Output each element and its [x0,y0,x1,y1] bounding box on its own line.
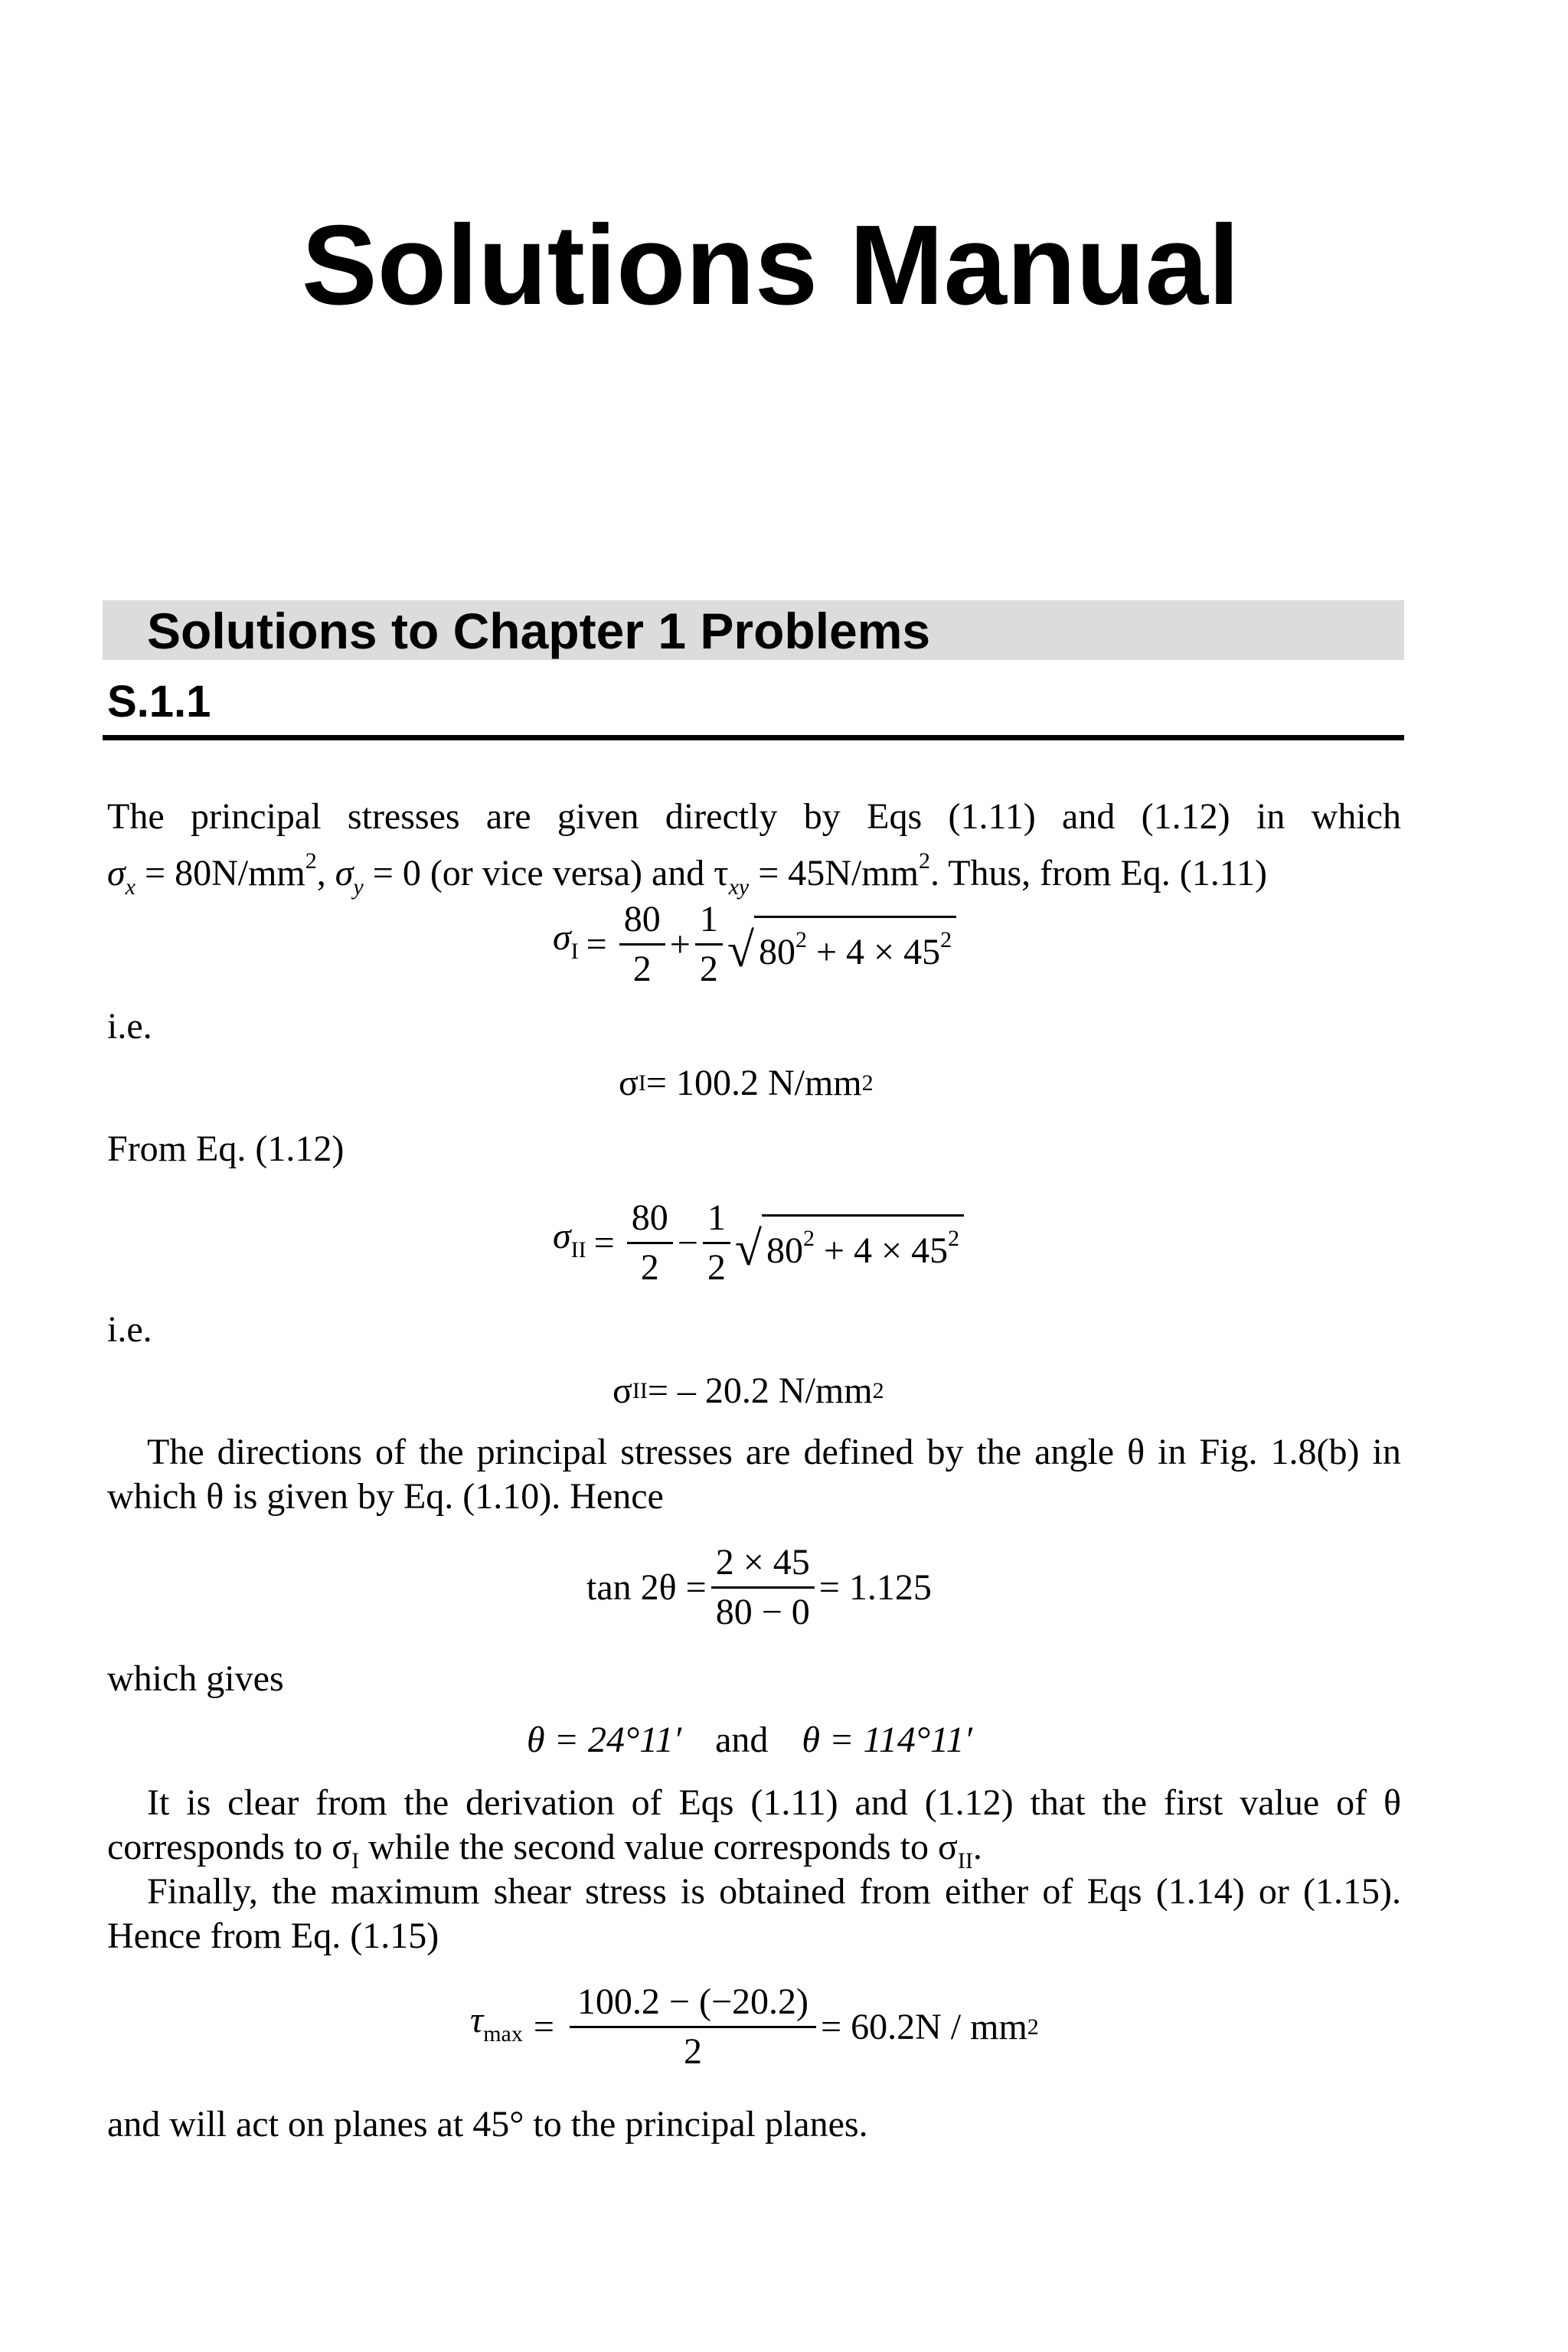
sigma-symbol: σ [612,1370,632,1411]
word: by [926,1432,964,1472]
word: is [680,1871,705,1912]
word: Eqs [1086,1871,1142,1912]
sigma-symbol: σ [335,853,354,893]
word: which [1311,796,1401,837]
superscript: 2 [872,1378,884,1403]
ie-label: i.e. [107,1309,152,1350]
section-rule [103,735,1404,740]
subscript: II [570,1236,586,1263]
word: clear [227,1782,299,1823]
superscript: 2 [940,927,952,952]
word: (1.11) [948,796,1036,837]
superscript: 2 [802,1226,815,1251]
word: (1.12) [1141,796,1230,837]
word: are [485,796,531,837]
subscript: x [125,874,136,900]
radicand [754,916,956,973]
denominator: 2 [683,2031,702,2072]
text-run: . [972,1827,982,1867]
word: in [1372,1432,1401,1472]
equation-theta [527,1718,972,1762]
word: in [1256,796,1285,837]
radical-sign: √ [727,923,754,977]
paragraph-line: which θ is given by Eq. (1.10). Hence [107,1476,664,1517]
paragraph-line: Hence from Eq. (1.15) [107,1916,439,1956]
word: Eqs [867,796,923,837]
text-run: θ = 114°11′ [802,1720,972,1760]
fraction [619,896,665,993]
paragraph-line [107,839,1401,900]
word: (1.11) [750,1782,838,1823]
word: and [1062,796,1116,837]
numerator: 1 [695,896,723,946]
radical-sign: √ [734,1221,762,1276]
denominator: 2 [707,1247,726,1288]
radicand [762,1214,964,1272]
fraction [711,1539,815,1636]
fraction [695,896,723,993]
paragraph-intro [107,795,1401,900]
sigma-symbol: σ [619,1063,639,1103]
numerator: 100.2 − (−20.2) [570,1978,816,2028]
word: first [1164,1782,1223,1823]
word: is [186,1782,211,1823]
word: principal [190,796,322,837]
word: the [403,1782,449,1823]
superscript: 2 [918,848,930,874]
word: (1.15). [1302,1871,1401,1912]
equation-sigma-2 [553,1194,964,1292]
word: Eqs [678,1782,734,1823]
text-run: = 100.2 N/mm [645,1063,862,1103]
word: from [859,1871,931,1912]
text-run: while the second value corresponds to σ [359,1827,958,1867]
word: (1.14) [1155,1871,1245,1912]
equation-sigma-1 [553,896,956,993]
justified-line [107,1430,1401,1475]
word: principal [476,1432,608,1472]
denominator: 2 [699,949,718,989]
word: either [945,1871,1029,1912]
which-gives-label: which gives [107,1658,284,1699]
minus-sign: − [677,1222,698,1263]
word: stresses [620,1432,733,1472]
word: θ [1383,1782,1401,1823]
word: angle [1034,1432,1115,1472]
word: from [315,1782,387,1823]
text-run: tan 2θ = [586,1566,707,1608]
word: The [147,1432,204,1472]
result-sigma-1 [619,1061,874,1106]
numerator: 2 × 45 [711,1539,815,1589]
word: or [1258,1871,1289,1912]
superscript: 2 [948,1226,960,1251]
text-run: = 0 (or vice versa) and τ [372,853,729,893]
word: Finally, [147,1871,258,1912]
text-run: corresponds to σ [107,1827,352,1867]
text-run: , [316,853,335,893]
denominator: 2 [640,1247,659,1288]
word: the [1102,1782,1148,1823]
paragraph-line [107,1825,1401,1873]
word: directions [217,1432,362,1472]
subscript: I [638,1070,646,1096]
fraction [627,1194,673,1292]
superscript: 2 [861,1070,874,1096]
ie-label: i.e. [107,1006,152,1047]
word: (1.12) [924,1782,1014,1823]
subscript: y [353,874,364,900]
word: Fig. [1199,1432,1258,1472]
word: of [1336,1782,1367,1823]
plus-sign: + [669,923,691,965]
word: It [147,1782,170,1823]
word: by [803,796,841,837]
subscript: II [632,1378,648,1403]
word: stress [585,1871,667,1912]
fraction [703,1194,730,1292]
paragraph-shear [107,1870,1401,1958]
from-eq-label: From Eq. (1.12) [107,1129,345,1169]
word: the [272,1871,317,1912]
result-sigma-2 [612,1369,884,1413]
text-run: + 4 × 45 [814,1230,949,1271]
word: are [745,1432,791,1472]
word: stresses [347,796,460,837]
equals-sign: = [593,1222,615,1263]
word: of [374,1432,406,1472]
text-run: = 60.2N / mm [821,2006,1027,2047]
subscript: I [570,938,579,964]
denominator: 2 [632,949,652,989]
text-run: = 45N/mm [758,853,919,893]
text-run: 80 [758,932,795,972]
equals-sign: = [533,2006,554,2047]
paragraph-derivation [107,1781,1401,1873]
final-sentence: and will act on planes at 45° to the principal planes. [107,2104,868,2145]
word: of [631,1782,662,1823]
equation-tau-max [470,1978,1039,2076]
subscript: I [351,1848,360,1873]
subscript: II [957,1848,973,1873]
superscript: 2 [795,927,807,952]
word: θ [1127,1432,1145,1472]
text-run: = 80N/mm [145,853,305,893]
justified-line [107,1781,1401,1825]
superscript: 2 [305,848,317,874]
word: of [1042,1871,1073,1912]
sigma-symbol: σ [107,853,126,893]
equals-sign: = [586,923,607,965]
numerator: 1 [703,1194,730,1244]
text-run: = – 20.2 N/mm [647,1370,873,1411]
sigma-symbol: σ [553,916,571,958]
word: shear [493,1871,571,1912]
word: derivation [466,1782,615,1823]
square-root [727,916,956,977]
text-run: = 1.125 [818,1566,932,1608]
numerator: 80 [619,896,665,946]
text-run: 80 [766,1230,803,1271]
text-run: + 4 × 45 [806,932,941,972]
square-root [734,1214,964,1276]
word: and [854,1782,908,1823]
tau-symbol: τ [470,1999,484,2040]
chapter-title: Solutions to Chapter 1 Problems [147,603,931,659]
word: The [107,796,165,837]
word: value [1240,1782,1320,1823]
word: that [1030,1782,1086,1823]
word: obtained [719,1871,846,1912]
denominator: 80 − 0 [715,1592,810,1632]
word: the [418,1432,464,1472]
word: directly [665,796,778,837]
word: given [557,796,639,837]
paragraph-directions [107,1430,1401,1519]
numerator: 80 [627,1194,673,1244]
justified-line [107,795,1401,839]
sigma-symbol: σ [553,1215,571,1256]
word: in [1158,1432,1187,1472]
subscript: xy [728,874,750,900]
text-run: and [715,1720,769,1760]
word: defined [803,1432,914,1472]
superscript: 2 [1027,2014,1039,2040]
section-number: S.1.1 [107,677,211,727]
text-run: . Thus, from Eq. (1.11) [929,853,1267,893]
page-title: Solutions Manual [302,202,1240,328]
text-run: θ = 24°11′ [527,1720,682,1760]
justified-line [107,1870,1401,1914]
subscript: max [483,2020,523,2047]
fraction [570,1978,816,2076]
equation-tan [586,1539,932,1636]
word: 1.8(b) [1270,1432,1360,1472]
word: maximum [330,1871,480,1912]
word: the [976,1432,1022,1472]
